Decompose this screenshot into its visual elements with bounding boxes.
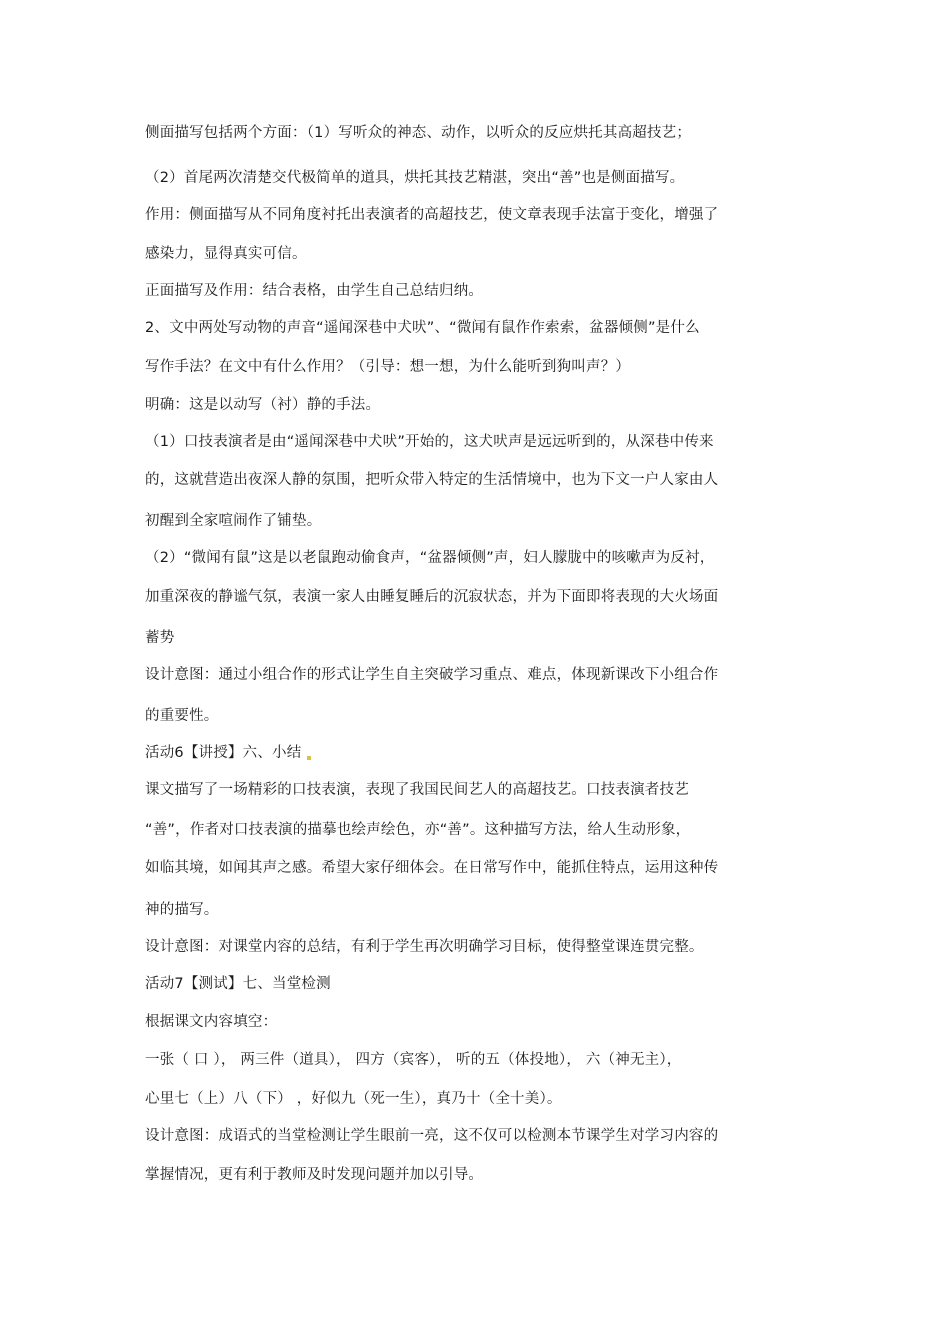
- text-line: 写作手法？在文中有什么作用？（引导：想一想，为什么能听到狗叫声？）: [145, 359, 631, 375]
- text-line: 一张（ 口 ）， 两三件（道具）， 四方（宾客）， 听的五（体投地）， 六（神无主），: [145, 1052, 682, 1068]
- marker-dot-icon: [307, 756, 311, 760]
- activity-heading: 活动7【测试】七、当堂检测: [145, 976, 331, 992]
- text-line: 侧面描写包括两个方面：（1）写听众的神态、动作，以听众的反应烘托其高超技艺；: [145, 125, 692, 141]
- text-line: （2）“微闻有鼠”这是以老鼠跑动偷食声，“盆器倾侧”声，妇人朦胧中的咳嗽声为反衬，: [145, 550, 715, 566]
- text-line: （2）首尾两次清楚交代极简单的道具，烘托其技艺精湛，突出“善”也是侧面描写。: [145, 170, 685, 186]
- text-line: 加重深夜的静谧气氛，表演一家人由睡复睡后的沉寂状态，并为下面即将表现的大火场面: [145, 589, 719, 605]
- text-line: 的，这就营造出夜深人静的氛围，把听众带入特定的生活情境中，也为下文一户人家由人: [145, 472, 719, 488]
- text-line: 如临其境，如闻其声之感。希望大家仔细体会。在日常写作中，能抓住特点，运用这种传: [145, 860, 719, 876]
- text-line: 掌握情况，更有利于教师及时发现问题并加以引导。: [145, 1167, 484, 1183]
- text-line: 明确：这是以动写（衬）静的手法。: [145, 397, 381, 413]
- text-line: 神的描写。: [145, 902, 219, 918]
- text-line: 设计意图：通过小组合作的形式让学生自主突破学习重点、难点，体现新课改下小组合作: [145, 667, 719, 683]
- text-line: 的重要性。: [145, 708, 219, 724]
- text-line: 感染力，显得真实可信。: [145, 246, 307, 262]
- text-line: 根据课文内容填空：: [145, 1014, 278, 1030]
- text-line: 课文描写了一场精彩的口技表演，表现了我国民间艺人的高超技艺。口技表演者技艺: [145, 782, 689, 798]
- text-line: 正面描写及作用：结合表格，由学生自己总结归纳。: [145, 283, 484, 299]
- text-line: 2、文中两处写动物的声音“遥闻深巷中犬吠”、“微闻有鼠作作索索，盆器倾侧”是什么: [145, 320, 700, 336]
- text-line: 作用：侧面描写从不同角度衬托出表演者的高超技艺，使文章表现手法富于变化，增强了: [145, 207, 719, 223]
- text-line: 蓄势: [145, 630, 175, 646]
- text-line: 设计意图：对课堂内容的总结，有利于学生再次明确学习目标，使得整堂课连贯完整。: [145, 939, 704, 955]
- text-line: “善”，作者对口技表演的描摹也绘声绘色，亦“善”。这种描写方法，给人生动形象，: [145, 822, 691, 838]
- text-line: 初醒到全家喧闹作了铺垫。: [145, 513, 322, 529]
- text-line: （1）口技表演者是由“遥闻深巷中犬吠”开始的，这犬吠声是远远听到的，从深巷中传来: [145, 434, 714, 450]
- activity-heading-text: 活动6【讲授】六、小结: [145, 745, 302, 761]
- activity-heading: [145, 743, 311, 763]
- text-line: 心里七（上）八（下） ，好似九（死一生），真乃十（全十美）。: [145, 1091, 562, 1107]
- text-line: 设计意图：成语式的当堂检测让学生眼前一亮，这不仅可以检测本节课学生对学习内容的: [145, 1128, 719, 1144]
